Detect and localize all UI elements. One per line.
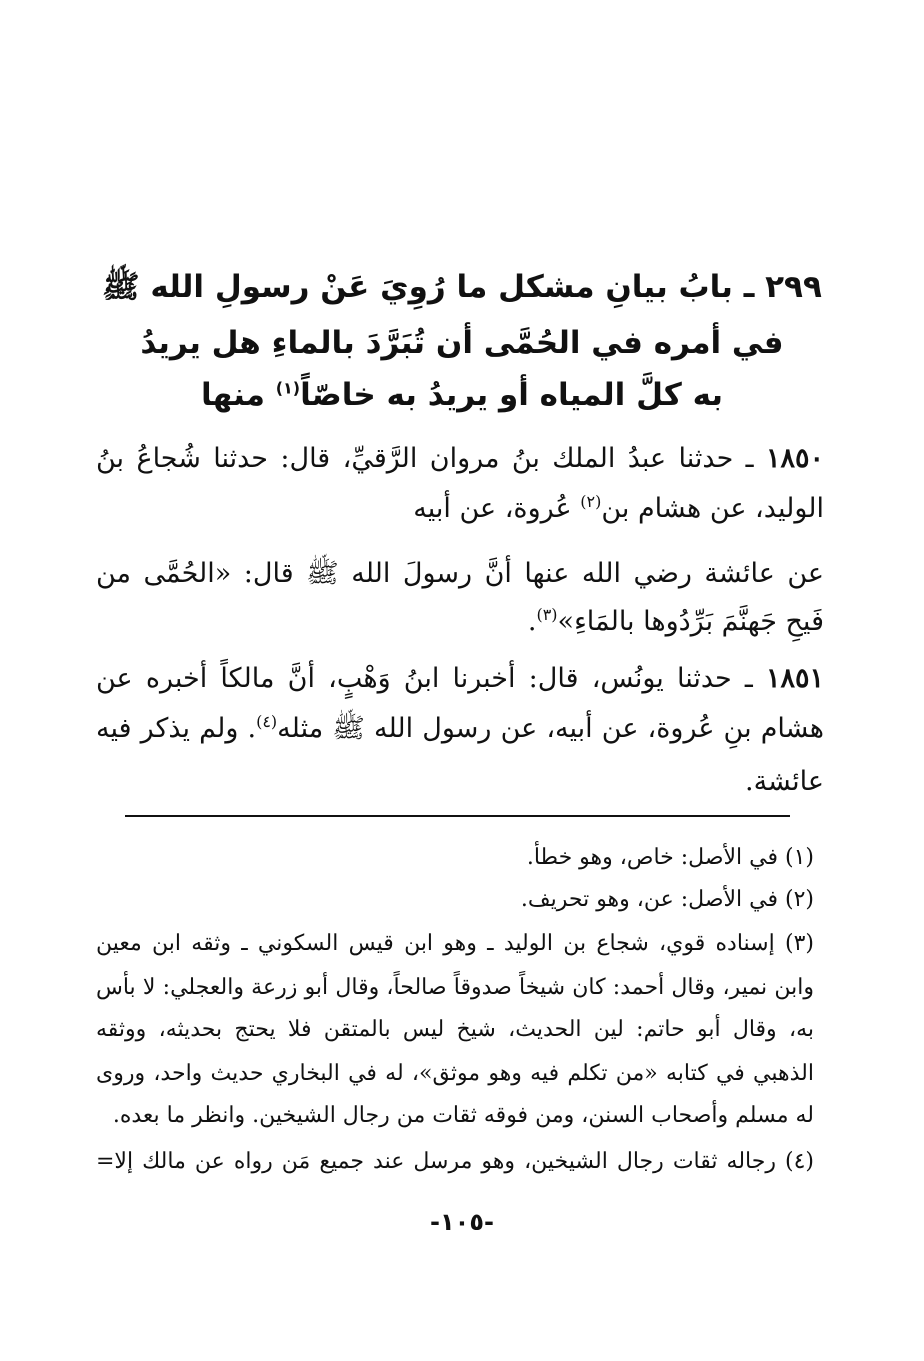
hadith-1850-line-2	[96, 492, 824, 524]
hadith-1851-line-3: عائشة.	[745, 766, 824, 797]
page-number: -١٠٥-	[430, 1208, 494, 1236]
footnote-ref-2: (٢)	[580, 492, 602, 511]
hadith-1850-line-4	[96, 605, 824, 637]
footnote-3-line-1: (٣) إسناده قوي، شجاع بن الوليد ـ وهو ابن قيس السكوني ـ وثقه ابن معين	[96, 931, 814, 956]
footnote-ref-1: (١)	[275, 378, 301, 398]
chapter-heading-line-2: في أمره في الحُمَّى أن تُبَرَّدَ بالماءِ هل يريدُ	[140, 325, 784, 361]
hadith-text: هشام بنِ عُروة، عن أبيه، عن رسول الله ﷺ مثله	[277, 713, 824, 744]
hadith-text: .	[527, 606, 537, 637]
chapter-heading-line-3	[100, 377, 824, 413]
hadith-number: ١٨٥١	[765, 663, 824, 694]
footnote-3-line-3: به، وقال أبو حاتم: لين الحديث، شيخ ليس بالمتقن فلا يحتج بحديثه، ووثقه	[96, 1017, 814, 1042]
hadith-text: ـ حدثنا عبدُ الملك بنُ مروان الرَّقيِّ، قال: حدثنا شُجاعُ بنُ	[96, 443, 766, 474]
footnote-2: (٢) في الأصل: عن، وهو تحريف.	[520, 887, 814, 912]
hadith-number: ١٨٥٠	[765, 443, 824, 474]
hadith-text: فَيحِ جَهنَّمَ بَرِّدُوها بالمَاءِ»	[557, 606, 824, 637]
hadith-text: الوليد، عن هشام بن	[601, 493, 824, 524]
chapter-heading-line-1: ٢٩٩ ـ بابُ بيانِ مشكل ما رُوِيَ عَنْ رسولِ الله ﷺ	[102, 269, 822, 305]
hadith-1850-line-1	[96, 445, 824, 472]
chapter-heading-text-end: منها	[200, 377, 276, 413]
hadith-1851-line-1	[96, 665, 824, 692]
footnote-3-line-4: الذهبي في كتابه «من تكلم فيه وهو موثق»، له في البخاري حديث واحد، وروى	[96, 1061, 814, 1086]
hadith-text: . ولم يذكر فيه	[96, 713, 257, 744]
footnote-3-line-2: وابن نمير، وقال أحمد: كان شيخاً صدوقاً صالحاً، وقال أبو زرعة والعجلي: لا بأس	[96, 975, 814, 1000]
footnote-3-line-5: له مسلم وأصحاب السنن، ومن فوقه ثقات من رجال الشيخين. وانظر ما بعده.	[112, 1103, 814, 1128]
chapter-heading-text: به كلَّ المياه أو يريدُ به خاصّاً	[300, 377, 724, 413]
footnote-1: (١) في الأصل: خاص، وهو خطأ.	[526, 845, 814, 870]
footnote-separator	[125, 815, 790, 817]
hadith-text: ـ حدثنا يونُس، قال: أخبرنا ابنُ وَهْبٍ، أنَّ مالكاً أخبره عن	[96, 663, 766, 694]
hadith-1851-line-2	[96, 712, 824, 744]
footnote-4: (٤) رجاله ثقات رجال الشيخين، وهو مرسل عند جميع مَن رواه عن مالك إلا=	[96, 1149, 814, 1174]
hadith-1850-line-3: عن عائشة رضي الله عنها أنَّ رسولَ الله ﷺ قال: «الحُمَّى من	[96, 558, 824, 589]
footnote-ref-3: (٣)	[536, 605, 558, 624]
hadith-text: عُروة، عن أبيه	[413, 493, 581, 524]
footnote-ref-4: (٤)	[256, 712, 278, 731]
